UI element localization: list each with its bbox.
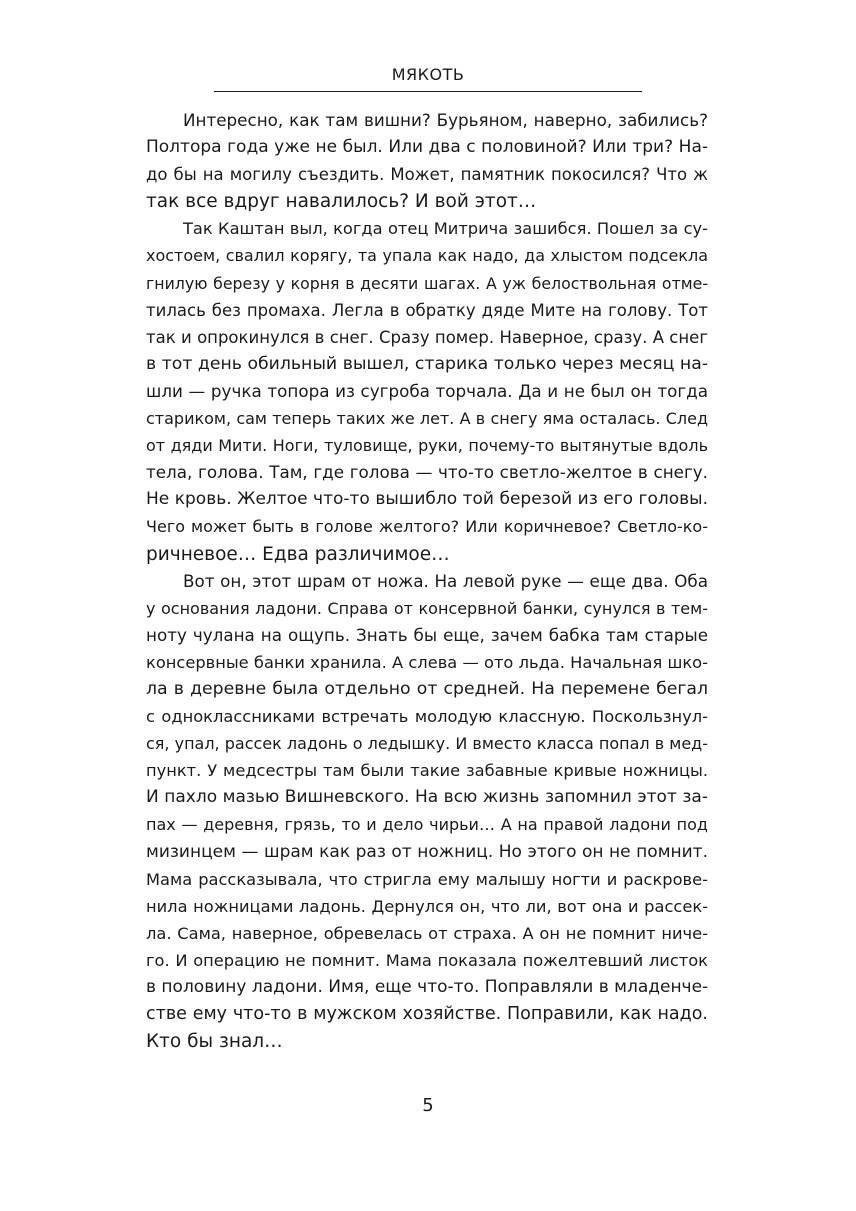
text-line: нила ножницами ладонь. Дернулся он, что ли, вот она и рассек- [146,896,708,916]
text-line: так и опрокинулся в снег. Сразу помер. Наверное, сразу. А снег [146,327,708,347]
text-line: с одноклассниками встречать молодую классную. Поскользнул- [146,707,708,727]
text-line: до бы на могилу съездить. Может, памятник покосился? Что ж [146,165,708,185]
text-line: в тот день обильный вышел, старика только через месяц на- [146,353,708,374]
text-line: Так Каштан выл, когда отец Митрича зашибся. Пошел за су- [183,219,708,239]
text-line: гнилую березу у корня в десяти шагах. А уж белоствольная отме- [146,273,708,293]
header-rule [214,91,642,92]
text-line: Полтора года уже не был. Или два с половиной? Или три? На- [146,137,708,158]
text-line: в половину ладони. Имя, еще что-то. Поправляли в младенче- [146,977,709,997]
text-line: пункт. У медсестры там были такие забавные кривые ножницы. [146,761,708,781]
text-line: от дяди Мити. Ноги, туловище, руки, почему-то вытянутые вдоль [146,436,708,456]
text-line: ся, упал, рассек ладонь о ледышку. И вместо класса попал в мед- [146,734,708,754]
text-line: Чего может быть в голове желтого? Или коричневое? Светло-ко- [146,517,708,537]
text-line: тилась без промаха. Легла в обратку дяде Мите на голову. Тот [146,300,708,320]
page-number: 5 [422,1095,434,1116]
text-line: консервные банки хранила. А слева — ото льда. Начальная шко- [146,652,708,672]
text-line: ла в деревне была отдельно от средней. На перемене бегал [146,678,708,699]
text-line: хостоем, свалил корягу, та упала как надо, да хлыстом подсекла [146,246,708,266]
text-line: ла. Сама, наверное, обревелась от страха. А он не помнит ниче- [146,923,708,943]
text-line: ричневое… Едва различимое… [146,543,450,565]
text-line: пах — деревня, грязь, то и дело чирьи… А на правой ладони под [146,815,708,835]
text-line: мизинцем — шрам как раз от ножниц. Но этого он не помнит. [146,841,708,862]
text-line: Не кровь. Желтое что-то вышибло той березой из его головы. [146,489,708,510]
text-line: ноту чулана на ощупь. Знать бы еще, зачем бабка там старые [146,624,708,645]
text-line: Вот он, этот шрам от ножа. На левой руке — еще два. Оба [183,570,708,591]
text-line: Интересно, как там вишни? Бурьяном, наверно, забились? [183,110,708,130]
text-line: у основания ладони. Справа от консервной банки, сунулся в тем- [146,598,708,618]
running-head: МЯКОТЬ [391,65,465,84]
body-text [146,107,708,1055]
text-line: тела, голова. Там, где голова — что-то светло-желтое в снегу. [146,462,708,483]
text-line: го. И операцию не помнит. Мама показала пожелтевший листок [146,950,708,970]
text-line: так все вдруг навалилось? И вой этот… [146,191,537,213]
text-line: Кто бы знал… [146,1031,283,1053]
text-line: шли — ручка топора из сугроба торчала. Да и не был он тогда [146,380,708,401]
text-line: Мама рассказывала, что стригла ему малышу ногти и раскрове- [146,869,708,889]
paragraph-2 [146,215,708,567]
text-line: И пахло мазью Вишневского. На всю жизнь запомнил этот за- [146,787,708,808]
paragraph-1 [146,107,708,215]
paragraph-3 [146,568,708,1056]
text-line: стве ему что-то в мужском хозяйстве. Поправили, как надо. [146,1004,708,1025]
text-line: стариком, сам теперь таких же лет. А в снегу яма осталась. След [146,409,708,429]
